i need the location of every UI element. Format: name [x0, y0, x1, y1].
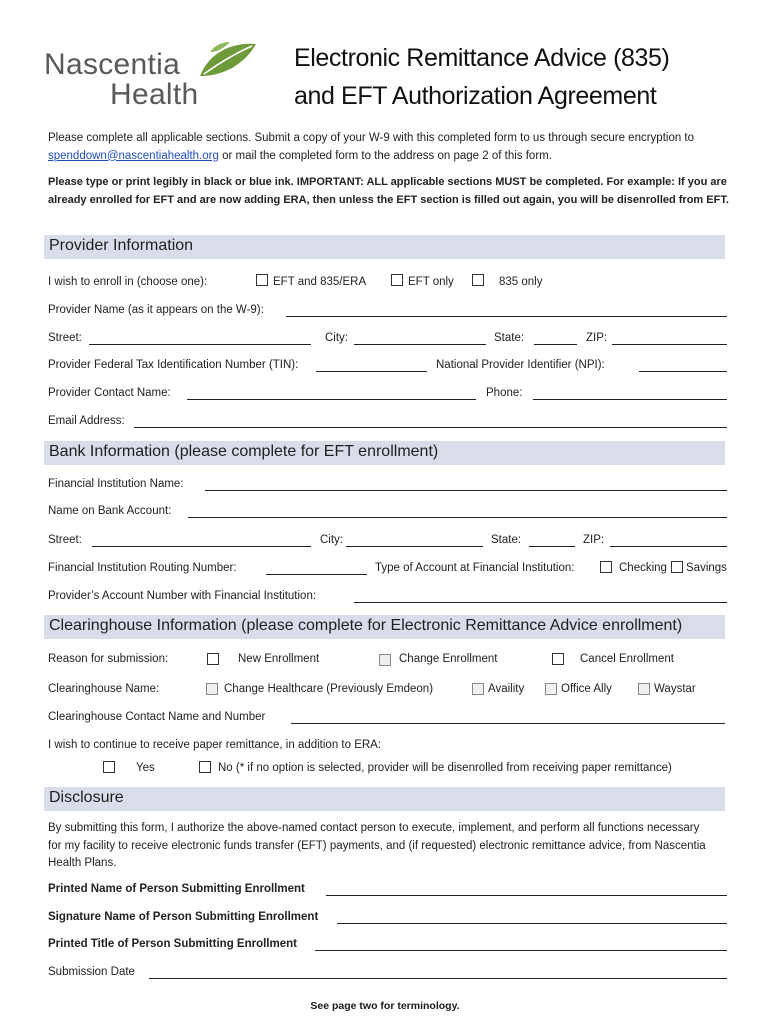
account-name-field[interactable]: [188, 517, 727, 518]
account-number-field[interactable]: [354, 602, 727, 603]
email-field[interactable]: [134, 427, 727, 428]
contact-name-field[interactable]: [187, 399, 476, 400]
waystar-checkbox[interactable]: [638, 683, 650, 695]
bank-section-header: [44, 441, 725, 465]
enroll-label: I wish to enroll in (choose one):: [48, 276, 208, 288]
npi-label: National Provider Identifier (NPI):: [436, 359, 605, 371]
change-healthcare-label: Change Healthcare (Previously Emdeon): [224, 683, 434, 695]
disclosure-section-header: [44, 787, 725, 811]
printed-title-label: Printed Title of Person Submitting Enrollment: [48, 938, 297, 950]
intro-text: Please complete all applicable sections. Submit a copy of your W-9 with this completed form to us through secure encryption to: [48, 132, 695, 144]
provider-section-header: [44, 235, 725, 259]
paper-no-checkbox[interactable]: [199, 761, 211, 773]
change-enrollment-label: Change Enrollment: [399, 653, 498, 665]
intro-text-end: or mail the completed form to the address on page 2 of this form.: [218, 149, 552, 162]
bank-zip-field[interactable]: [610, 546, 727, 547]
paper-yes-checkbox[interactable]: [103, 761, 115, 773]
signature-label: Signature Name of Person Submitting Enrollment: [48, 911, 319, 923]
state-label: State:: [494, 332, 525, 344]
signature-field[interactable]: [337, 923, 727, 924]
reason-label: Reason for submission:: [48, 653, 169, 665]
section-title: Disclosure: [49, 789, 124, 806]
street-label: Street:: [48, 332, 82, 344]
zip-label: ZIP:: [586, 332, 608, 344]
change-enrollment-checkbox[interactable]: [379, 654, 391, 666]
email-label: Email Address:: [48, 415, 125, 427]
savings-label: Savings: [686, 562, 727, 574]
phone-field[interactable]: [533, 399, 727, 400]
availity-checkbox[interactable]: [472, 683, 484, 695]
phone-label: Phone:: [486, 387, 523, 399]
important-notice: Please type or print legibly in black or blue ink. IMPORTANT: ALL applicable sections MUST be completed. For example: If you are already enrolled for EFT and are now adding ERA, then unless the EFT section is filled out again, you will be disenrolled from EFT.: [48, 176, 729, 206]
form-title-line1: Electronic Remittance Advice (835): [294, 44, 670, 72]
paper-yes-label: Yes: [136, 762, 155, 774]
clearinghouse-name-label: Clearinghouse Name:: [48, 683, 160, 695]
clearinghouse-section-header: [44, 615, 725, 639]
checking-label: Checking: [619, 562, 667, 574]
submission-date-field[interactable]: [149, 978, 727, 979]
new-enrollment-label: New Enrollment: [238, 653, 320, 665]
savings-checkbox[interactable]: [671, 561, 683, 573]
street-field[interactable]: [89, 344, 311, 345]
paper-no-label: No (* if no option is selected, provider will be disenrolled from receiving paper remittance): [218, 762, 672, 774]
leaf-logo-icon: [196, 40, 258, 80]
state-field[interactable]: [534, 344, 577, 345]
clearinghouse-contact-label: Clearinghouse Contact Name and Number: [48, 711, 266, 723]
routing-number-label: Financial Institution Routing Number:: [48, 562, 237, 574]
npi-field[interactable]: [639, 371, 727, 372]
bank-zip-label: ZIP:: [583, 534, 605, 546]
835-only-checkbox[interactable]: [472, 274, 484, 286]
account-name-label: Name on Bank Account:: [48, 505, 172, 517]
eft-and-era-label: EFT and 835/ERA: [273, 276, 367, 288]
section-title: Bank Information (please complete for EFT enrollment): [49, 443, 439, 460]
cancel-enrollment-label: Cancel Enrollment: [580, 653, 674, 665]
footer-note: See page two for terminology.: [310, 1000, 460, 1012]
bank-city-label: City:: [320, 534, 343, 546]
city-field[interactable]: [354, 344, 486, 345]
change-healthcare-checkbox[interactable]: [206, 683, 218, 695]
tin-label: Provider Federal Tax Identification Number (TIN):: [48, 359, 299, 371]
printed-title-field[interactable]: [315, 950, 727, 951]
email-link[interactable]: spenddown@nascentiahealth.org: [48, 149, 219, 162]
bank-street-field[interactable]: [92, 546, 311, 547]
new-enrollment-checkbox[interactable]: [207, 653, 219, 665]
intro-paragraph: [48, 130, 738, 165]
institution-name-label: Financial Institution Name:: [48, 478, 184, 490]
clearinghouse-contact-field[interactable]: [291, 723, 725, 724]
form-title-line2: and EFT Authorization Agreement: [294, 82, 657, 110]
eft-only-label: EFT only: [408, 276, 454, 288]
bank-state-label: State:: [491, 534, 522, 546]
account-type-label: Type of Account at Financial Institution:: [375, 562, 575, 574]
provider-name-label: Provider Name (as it appears on the W-9):: [48, 304, 264, 316]
contact-name-label: Provider Contact Name:: [48, 387, 171, 399]
disclosure-text: By submitting this form, I authorize the above-named contact person to execute, implement, and perform all functions necessary for my facility to receive electronic funds transfer (EFT) payments, and (if requested) electronic remittance advice, from Nascentia Health Plans.: [48, 822, 706, 869]
logo-text-nascentia: Nascentia: [44, 48, 181, 81]
routing-number-field[interactable]: [266, 574, 367, 575]
office-ally-checkbox[interactable]: [545, 683, 557, 695]
institution-name-field[interactable]: [205, 490, 727, 491]
printed-name-label: Printed Name of Person Submitting Enrollment: [48, 883, 305, 895]
bank-city-field[interactable]: [346, 546, 483, 547]
account-number-label: Provider’s Account Number with Financial Institution:: [48, 590, 317, 602]
logo-text-health: Health: [110, 78, 199, 111]
availity-label: Availity: [488, 683, 525, 695]
bank-street-label: Street:: [48, 534, 82, 546]
checking-checkbox[interactable]: [600, 561, 612, 573]
printed-name-field[interactable]: [326, 895, 727, 896]
eft-only-checkbox[interactable]: [391, 274, 403, 286]
cancel-enrollment-checkbox[interactable]: [552, 653, 564, 665]
office-ally-label: Office Ally: [561, 683, 612, 695]
section-title: Clearinghouse Information (please complete for Electronic Remittance Advice enrollment): [49, 617, 683, 634]
tin-field[interactable]: [316, 371, 427, 372]
eft-and-era-checkbox[interactable]: [256, 274, 268, 286]
bank-state-field[interactable]: [529, 546, 575, 547]
section-title: Provider Information: [49, 237, 194, 254]
835-only-label: 835 only: [499, 276, 543, 288]
zip-field[interactable]: [612, 344, 727, 345]
paper-remittance-label: I wish to continue to receive paper remittance, in addition to ERA:: [48, 739, 382, 751]
waystar-label: Waystar: [654, 683, 696, 695]
submission-date-label: Submission Date: [48, 966, 135, 978]
city-label: City:: [325, 332, 348, 344]
provider-name-field[interactable]: [286, 316, 727, 317]
